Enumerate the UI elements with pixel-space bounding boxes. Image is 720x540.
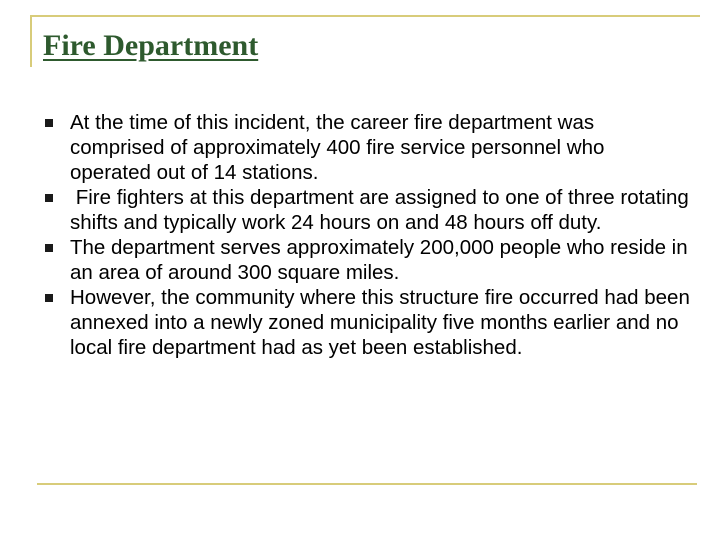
bullet-text: Fire fighters at this department are assigned to one of three rotating shifts and typically work 24 hours on and 48 hours off duty.: [70, 186, 695, 234]
square-bullet-icon: [45, 244, 53, 252]
bullet-item: [40, 235, 690, 285]
bullet-item: [40, 185, 695, 235]
bottom-decorative-line: [37, 483, 697, 485]
bullet-text: At the time of this incident, the career fire department was comprised of approximately 400 fire service personnel who operated out of 14 stations.: [70, 111, 605, 184]
bullet-list: [40, 110, 695, 360]
top-decorative-line: [30, 15, 700, 17]
square-bullet-icon: [45, 194, 53, 202]
square-bullet-icon: [45, 294, 53, 302]
bullet-text: However, the community where this structure fire occurred had been annexed into a newly zoned municipality five months earlier and no local fire department had as yet been established.: [70, 286, 690, 359]
left-decorative-line: [30, 15, 32, 67]
bullet-item: [40, 110, 690, 185]
square-bullet-icon: [45, 119, 53, 127]
bullet-text: The department serves approximately 200,000 people who reside in an area of around 300 square miles.: [70, 236, 688, 284]
bullet-item: [40, 285, 690, 360]
slide-title: Fire Department: [43, 29, 259, 62]
